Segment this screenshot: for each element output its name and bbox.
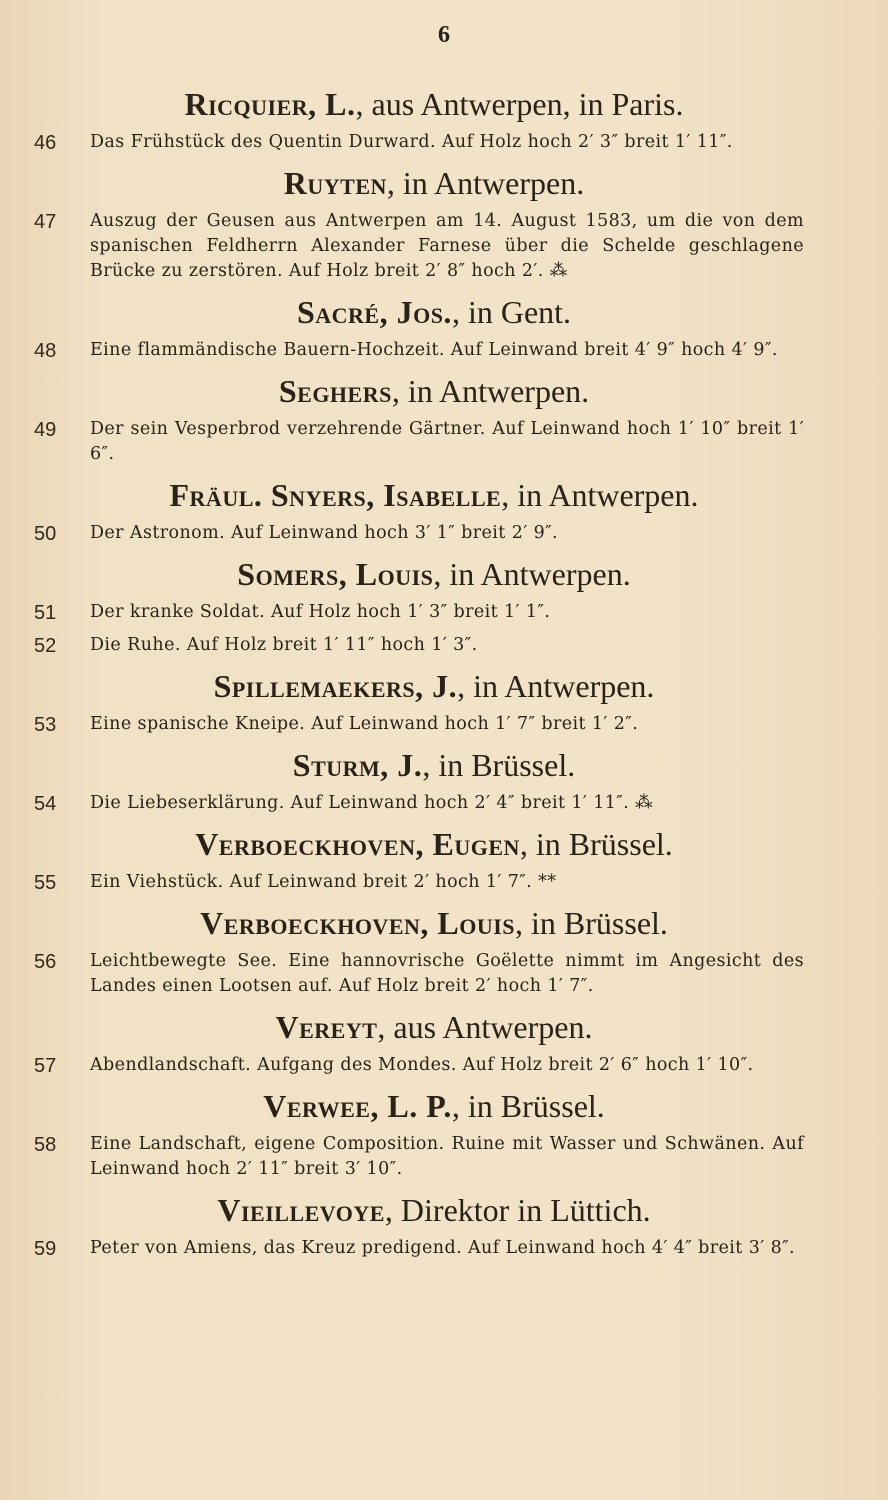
artist-name: Sacré, Jos. <box>296 294 452 330</box>
artist-heading <box>64 554 804 594</box>
artist-location: , Direktor in Lüttich. <box>384 1192 651 1228</box>
entry-description: Leichtbewegte See. Eine hannovrische Goëlette nimmt im Angesicht des Landes einen Lootsen auf. Auf Holz breit 2′ hoch 1′ 7″. <box>90 951 804 996</box>
artist-location: , in Brüssel. <box>519 826 673 862</box>
entry-number: 51 <box>34 602 57 624</box>
artist-location: , in Brüssel. <box>451 1088 605 1124</box>
artist-heading <box>64 903 804 943</box>
catalogue-entry <box>34 600 804 625</box>
catalogue-entry <box>34 712 804 737</box>
catalogue-entry <box>34 417 804 467</box>
artist-name: Sturm, J. <box>292 747 423 783</box>
artist-name: Vieillevoye <box>217 1192 385 1228</box>
catalogue-entry <box>34 1236 804 1261</box>
artist-location: , aus Antwerpen. <box>377 1009 593 1045</box>
artist-location: , in Antwerpen. <box>501 477 699 513</box>
entry-number: 56 <box>34 951 57 973</box>
artist-name: Verwee, L. P. <box>263 1088 452 1124</box>
entry-description: Die Liebeserklärung. Auf Leinwand hoch 2′ 4″ breit 1′ 11″. ⁂ <box>90 793 654 813</box>
artist-heading <box>64 163 804 203</box>
entry-description: Die Ruhe. Auf Holz breit 1′ 11″ hoch 1′ 3″. <box>90 635 478 655</box>
artist-heading <box>64 84 804 124</box>
catalogue-entry <box>34 209 804 284</box>
catalogue-entry <box>34 870 804 895</box>
entry-number: 53 <box>34 714 57 736</box>
entry-number: 49 <box>34 419 57 441</box>
artist-heading <box>64 824 804 864</box>
artist-location: , in Antwerpen. <box>433 556 631 592</box>
artist-name: Vereyt <box>275 1009 378 1045</box>
entry-number: 57 <box>34 1055 57 1077</box>
entry-description: Ein Viehstück. Auf Leinwand breit 2′ hoch 1′ 7″. ** <box>90 872 557 892</box>
artist-heading <box>64 475 804 515</box>
artist-location: , in Brüssel. <box>422 747 576 783</box>
entry-description: Eine Landschaft, eigene Composition. Ruine mit Wasser und Schwänen. Auf Leinwand hoch 2′ 11″ breit 3′ 10″. <box>90 1134 804 1179</box>
artist-name: Spillemaekers, J. <box>213 668 458 704</box>
entry-description: Eine flammändische Bauern-Hochzeit. Auf Leinwand breit 4′ 9″ hoch 4′ 9″. <box>90 340 778 360</box>
entry-description: Eine spanische Kneipe. Auf Leinwand hoch 1′ 7″ breit 1′ 2″. <box>90 714 639 734</box>
entry-description: Das Frühstück des Quentin Durward. Auf Holz hoch 2′ 3″ breit 1′ 11″. <box>90 132 733 152</box>
catalogue-entry <box>34 130 804 155</box>
catalogue-entry <box>34 1132 804 1182</box>
artist-location: , in Brüssel. <box>515 905 668 941</box>
entry-number: 47 <box>34 211 57 233</box>
artist-heading <box>64 1190 804 1230</box>
entry-number: 46 <box>34 132 57 154</box>
entry-number: 59 <box>34 1238 57 1260</box>
entry-number: 48 <box>34 340 57 362</box>
entry-description: Der kranke Soldat. Auf Holz hoch 1′ 3″ breit 1′ 1″. <box>90 602 551 622</box>
catalogue-entry <box>34 521 804 546</box>
page-number: 6 <box>438 22 450 48</box>
catalogue-entry <box>34 338 804 363</box>
artist-name: Ricquier, L. <box>184 86 356 122</box>
artist-location: , in Antwerpen. <box>391 373 590 409</box>
entry-number: 52 <box>34 635 57 657</box>
catalogue-entry <box>34 791 804 816</box>
artist-heading <box>64 1007 804 1047</box>
catalogue-entry <box>34 949 804 999</box>
entry-description: Peter von Amiens, das Kreuz predigend. Auf Leinwand hoch 4′ 4″ breit 3′ 8″. <box>90 1238 795 1258</box>
artist-heading <box>64 745 804 785</box>
artist-name: Somers, Louis <box>237 556 434 592</box>
artist-name: Fräul. Snyers, Isabelle <box>169 477 502 513</box>
artist-heading <box>64 371 804 411</box>
artist-location: , aus Antwerpen, in Paris. <box>355 86 684 122</box>
artist-heading <box>64 666 804 706</box>
artist-location: , in Antwerpen. <box>386 165 585 201</box>
entry-description: Abendlandschaft. Aufgang des Mondes. Auf Holz breit 2′ 6″ hoch 1′ 10″. <box>90 1055 754 1075</box>
artist-name: Ruyten <box>283 165 387 201</box>
entry-number: 55 <box>34 872 57 894</box>
artist-name: Verboeckhoven, Louis <box>200 905 516 941</box>
entry-description: Auszug der Geusen aus Antwerpen am 14. August 1583, um die von dem spanischen Feldherrn Alexander Farnese über die Schelde geschlagene Brücke zu zerstören. Auf Holz breit 2′ 8″ hoch 2′. ⁂ <box>90 211 804 281</box>
entry-number: 54 <box>34 793 57 815</box>
artist-name: Verboeckhoven, Eugen <box>195 826 520 862</box>
entry-number: 50 <box>34 523 57 545</box>
catalogue-content <box>34 78 804 1269</box>
artist-heading <box>64 292 804 332</box>
entry-description: Der sein Vesperbrod verzehrende Gärtner. Auf Leinwand hoch 1′ 10″ breit 1′ 6″. <box>90 419 804 464</box>
catalogue-entry <box>34 1053 804 1078</box>
catalogue-entry <box>34 633 804 658</box>
artist-name: Seghers <box>278 373 392 409</box>
entry-number: 58 <box>34 1134 57 1156</box>
artist-location: , in Gent. <box>451 294 572 330</box>
artist-location: , in Antwerpen. <box>457 668 655 704</box>
entry-description: Der Astronom. Auf Leinwand hoch 3′ 1″ breit 2′ 9″. <box>90 523 559 543</box>
artist-heading <box>64 1086 804 1126</box>
